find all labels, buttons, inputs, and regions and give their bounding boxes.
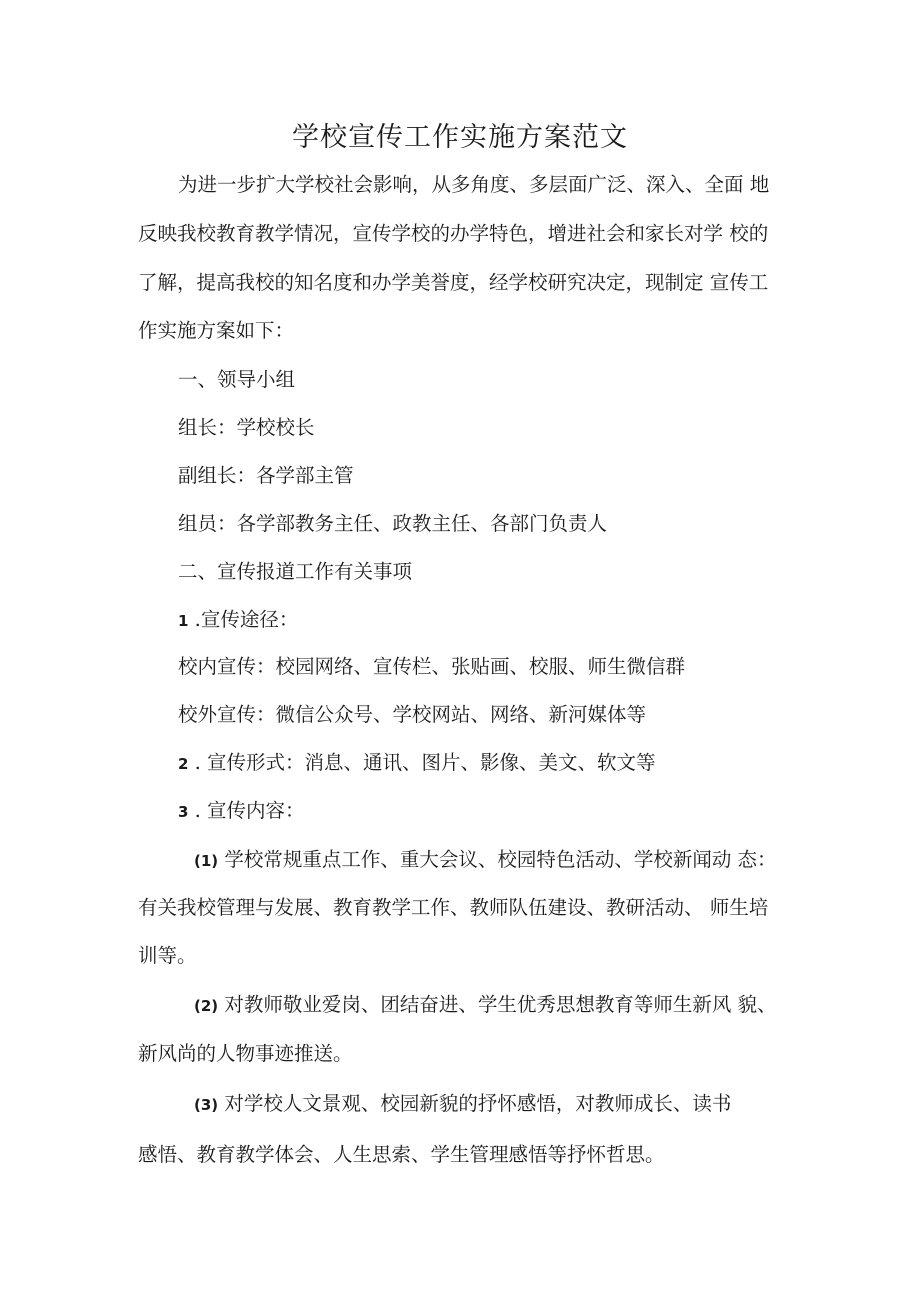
section-1-heading: 一、领导小组 (178, 368, 296, 391)
sub-3-line-1 (194, 1089, 731, 1120)
sub-3-number: (3) (194, 1096, 219, 1114)
intro-line-2: 反映我校教育教学情况，宣传学校的办学特色，增进社会和家长对学 校的 (138, 222, 769, 245)
item-3-heading (178, 796, 305, 827)
section-2-heading: 二、宣传报道工作有关事项 (178, 560, 413, 583)
sub-3-line-2: 感悟、教育教学体会、人生思索、学生管理感悟等抒怀哲思。 (138, 1143, 665, 1166)
sub-2-line-1 (194, 990, 777, 1021)
sub-1-line-3: 训等。 (138, 944, 197, 967)
intro-line-4: 作实施方案如下： (138, 319, 295, 342)
item-1-label: .宣传途径： (188, 608, 299, 631)
sub-1-text-1: 学校常规重点工作、重大会议、校园特色活动、学校新闻动 态： (218, 848, 777, 871)
item-1-heading (178, 605, 298, 636)
members-line: 组员：各学部教务主任、政教主任、各部门负责人 (178, 512, 608, 535)
sub-2-number: (2) (194, 997, 219, 1015)
sub-2-text-1: 对教师敬业爱岗、团结奋进、学生优秀思想教育等师生新风 貌、 (218, 993, 777, 1016)
sub-2-line-2: 新风尚的人物事迹推送。 (138, 1042, 353, 1065)
item-3-label: . 宣传内容： (188, 799, 305, 822)
leader-line: 组长：学校校长 (178, 416, 315, 439)
item-2-label: . 宣传形式：消息、通讯、图片、影像、美文、软文等 (188, 751, 656, 774)
external-channels-line: 校外宣传：微信公众号、学校网站、网络、新河媒体等 (178, 703, 647, 726)
internal-channels-line: 校内宣传：校园网络、宣传栏、张贴画、校服、师生微信群 (178, 655, 686, 678)
item-1-number: 1 (178, 612, 189, 630)
sub-3-text-1: 对学校人文景观、校园新貌的抒怀感悟，对教师成长、读书 (218, 1092, 732, 1115)
intro-line-3: 了解，提高我校的知名度和办学美誉度，经学校研究决定，现制定 宣传工 (138, 271, 769, 294)
intro-line-1: 为进一步扩大学校社会影响，从多角度、多层面广泛、深入、全面 地 (178, 173, 770, 196)
item-3-number: 3 (178, 803, 189, 821)
sub-1-number: (1) (194, 852, 219, 870)
item-2-line (178, 748, 656, 779)
deputy-leader-line: 副组长：各学部主管 (178, 464, 354, 487)
document-title: 学校宣传工作实施方案范文 (292, 122, 628, 153)
sub-1-line-1 (194, 845, 777, 876)
item-2-number: 2 (178, 755, 189, 773)
sub-1-line-2: 有关我校管理与发展、教育教学工作、教师队伍建设、教研活动、 师生培 (138, 896, 769, 919)
